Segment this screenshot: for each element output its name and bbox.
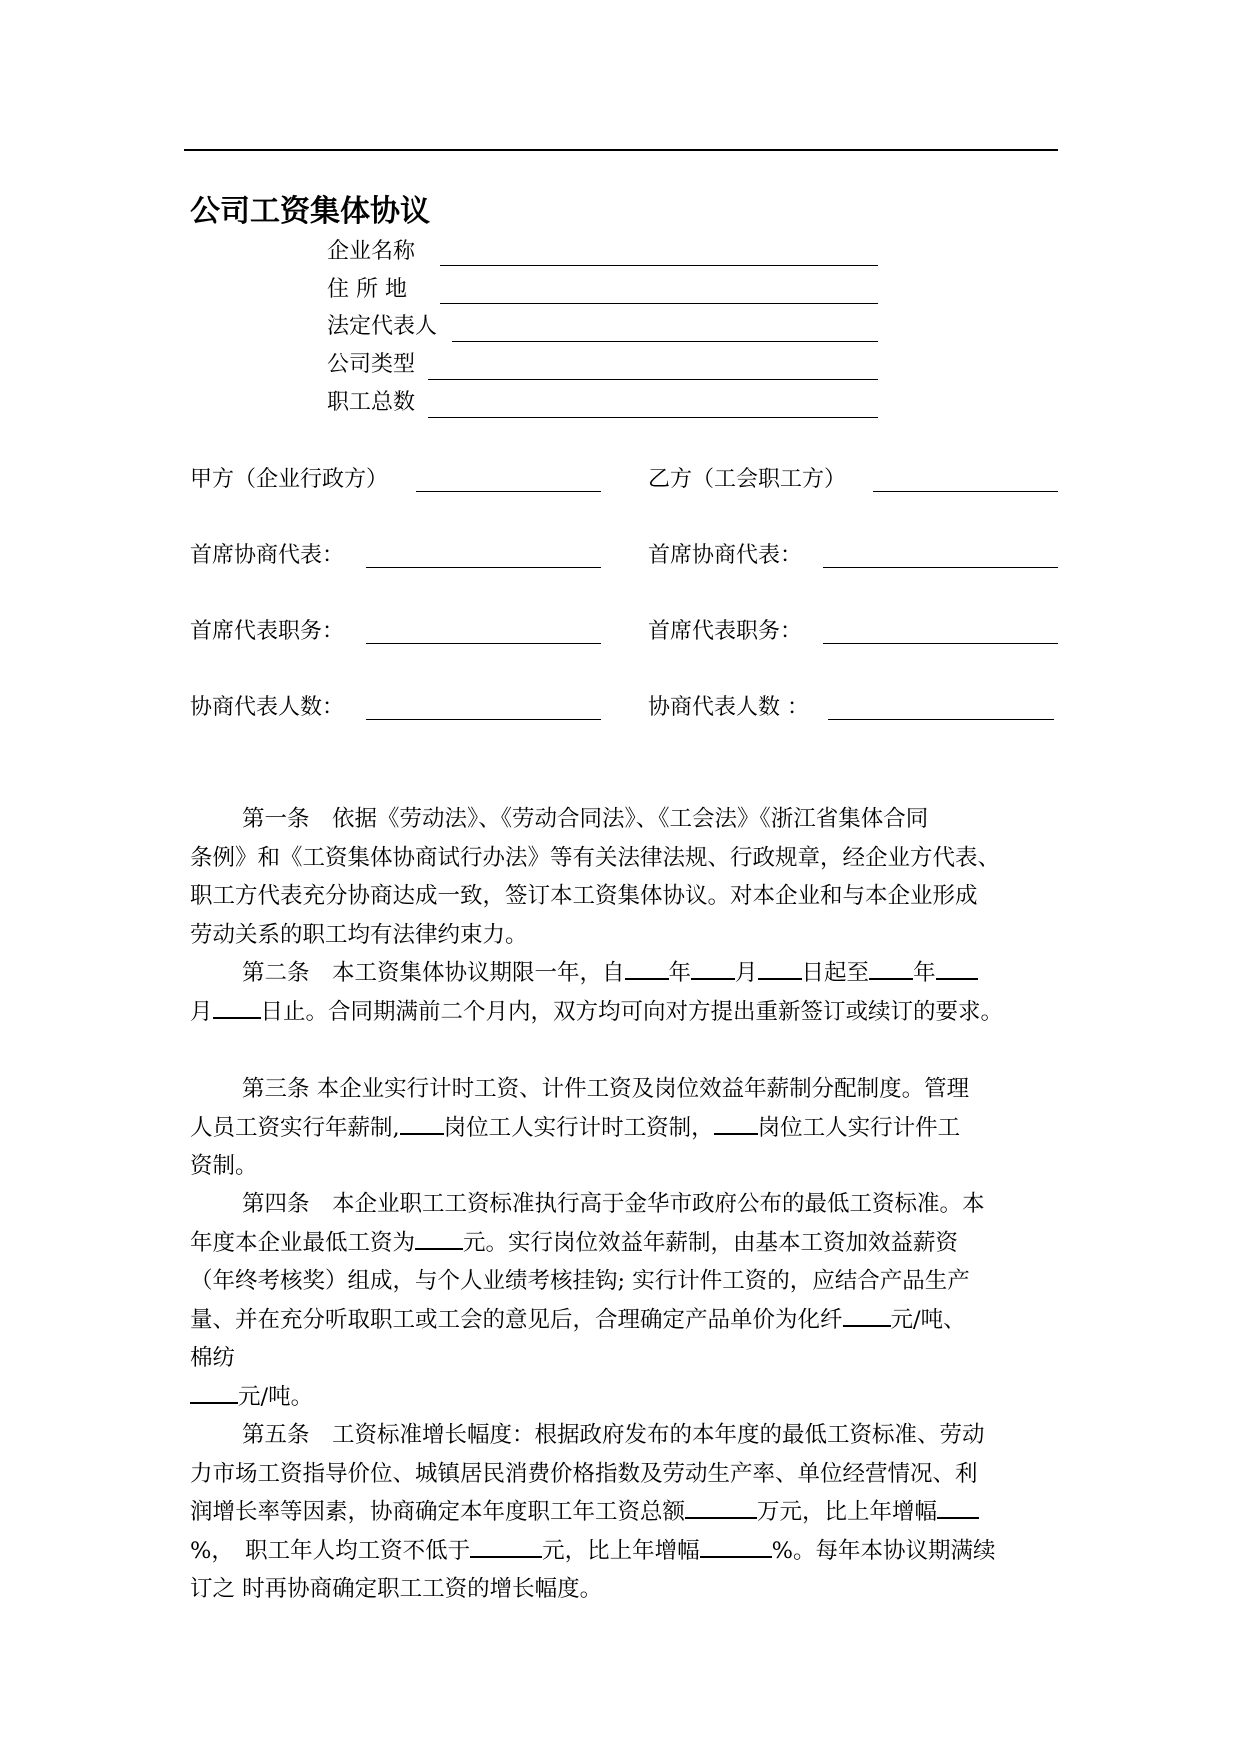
article-4-text-2: 元。实行岗位效益年薪制，由基本工资加效益薪资 [463,1229,959,1256]
chief-negotiator-b-line[interactable] [823,567,1058,568]
article-2-text-until: 日起至 [801,960,870,986]
article-4-line-4 [190,1301,1070,1340]
party-b-label: 乙方（工会职工方） [648,467,847,492]
article-3-text-1: 人员工资实行年薪制, [190,1114,400,1141]
article-5 [190,1416,1070,1609]
article-2-text-year-2: 年 [913,960,936,986]
article-4-text-5: 元/吨。 [238,1383,314,1410]
total-wage-blank[interactable] [685,1497,757,1519]
rep-count-a-line[interactable] [366,719,601,720]
info-line-employee-count[interactable] [428,417,878,418]
article-5-text-1: 润增长率等因素，协商确定本年度职工年工资总额 [190,1499,686,1525]
info-line-address[interactable] [440,303,878,304]
article-4-line-2 [190,1224,1070,1263]
party-b-line[interactable] [873,491,1058,492]
start-day-blank[interactable] [758,958,802,980]
article-1-line-2: 条例》和《工资集体协商试行办法》等有关法律法规、行政规章，经企业方代表、 [190,844,1001,871]
article-2-text-year: 年 [668,960,692,986]
article-4-line-3: （年终考核奖）组成，与个人业绩考核挂钩; 实行计件工资的，应结合产品生产 [190,1268,970,1294]
start-year-blank[interactable] [625,958,669,980]
info-label-company-type: 公司类型 [327,352,416,377]
info-label-address: 住 所 地 [327,277,407,302]
article-4-text-1: 年度本企业最低工资为 [190,1229,416,1256]
timewage-post-blank[interactable] [400,1113,444,1135]
article-4-text-4: 元/吨、 [890,1306,966,1333]
avg-growth-blank[interactable] [700,1536,772,1558]
party-a-label: 甲方（企业行政方） [190,467,389,492]
article-1-line-4: 劳动关系的职工均有法律约束力。 [190,921,528,948]
party-a-line[interactable] [416,491,601,492]
total-growth-blank[interactable] [937,1497,979,1519]
article-1-line-1: 第一条 依据《劳动法》、《劳动合同法》、《工会法》《浙江省集体合同 [242,806,929,832]
end-month-blank[interactable] [936,958,978,980]
header-rule [184,149,1058,151]
article-4-text-3: 量、并在充分听取职工或工会的意见后，合理确定产品单价为化纤 [190,1306,843,1333]
end-day-blank[interactable] [213,997,261,1019]
document-title: 公司工资集体协议 [190,194,430,229]
info-line-company-type[interactable] [428,379,878,380]
piecewage-post-blank[interactable] [714,1113,758,1135]
cotton-price-blank[interactable] [190,1382,238,1404]
info-label-company-name: 企业名称 [327,239,416,264]
article-2-text-month: 月 [735,960,758,986]
chief-negotiator-a-label: 首席协商代表： [190,543,345,568]
info-line-legal-rep[interactable] [452,341,878,342]
article-3-text-2: 岗位工人实行计时工资制， [443,1114,714,1141]
fiber-price-blank[interactable] [843,1305,891,1327]
article-2-text-1: 第二条 本工资集体协议期限一年，自 [242,960,625,986]
article-5-text-4: 元，比上年增幅 [542,1537,700,1564]
article-2-line-2 [190,993,1070,1032]
article-2-text-month-2: 月 [190,998,213,1025]
info-label-legal-rep: 法定代表人 [327,314,438,339]
article-5-text-2: 万元，比上年增幅 [757,1499,938,1525]
rep-count-a-label: 协商代表人数： [190,695,345,720]
article-4 [190,1185,1070,1416]
info-line-company-name[interactable] [440,265,878,266]
chief-title-a-line[interactable] [366,643,601,644]
article-5-text-3: %， 职工年人均工资不低于 [190,1537,471,1564]
article-5-line-4 [190,1532,1070,1571]
article-5-line-2: 力市场工资指导价位、城镇居民消费价格指数及劳动生产率、单位经营情况、利 [190,1460,978,1487]
chief-title-b-label: 首席代表职务： [648,619,803,644]
article-5-text-5: %。每年本协议期满续 [771,1537,996,1564]
article-4-line-1: 第四条 本企业职工工资标准执行高于金华市政府公布的最低工资标准。本 [242,1191,985,1217]
article-3-line-3: 资制。 [190,1153,258,1179]
article-2-line-1 [190,954,1070,993]
article-1 [190,800,1070,954]
article-1-line-3: 职工方代表充分协商达成一致，签订本工资集体协议。对本企业和与本企业形成 [190,883,978,909]
article-4-line-5: 棉纺 [190,1345,236,1371]
article-4-line-6 [190,1378,1070,1417]
min-wage-blank[interactable] [415,1228,463,1250]
avg-wage-blank[interactable] [470,1536,542,1558]
article-3-text-3: 岗位工人实行计件工 [757,1114,961,1141]
rep-count-b-line[interactable] [828,719,1054,720]
article-5-line-1: 第五条 工资标准增长幅度：根据政府发布的本年度的最低工资标准、劳动 [242,1422,985,1448]
rep-count-b-label: 协商代表人数 ： [648,695,809,720]
chief-title-a-label: 首席代表职务： [190,619,345,644]
article-5-line-5: 订之 时再协商确定职工工资的增长幅度。 [190,1576,603,1602]
article-3 [190,1070,1070,1186]
chief-negotiator-a-line[interactable] [366,567,601,568]
article-2-text-end: 日止。合同期满前二个月内，双方均可向对方提出重新签订或续订的要求。 [260,998,1004,1025]
end-year-blank[interactable] [869,958,913,980]
article-3-line-2 [190,1109,1070,1148]
article-3-line-1: 第三条 本企业实行计时工资、计件工资及岗位效益年薪制分配制度。管理 [242,1076,970,1102]
article-5-line-3 [190,1493,1070,1532]
chief-title-b-line[interactable] [823,643,1058,644]
info-label-employee-count: 职工总数 [327,390,416,415]
start-month-blank[interactable] [691,958,735,980]
article-2 [190,954,1070,1031]
chief-negotiator-b-label: 首席协商代表： [648,543,803,568]
